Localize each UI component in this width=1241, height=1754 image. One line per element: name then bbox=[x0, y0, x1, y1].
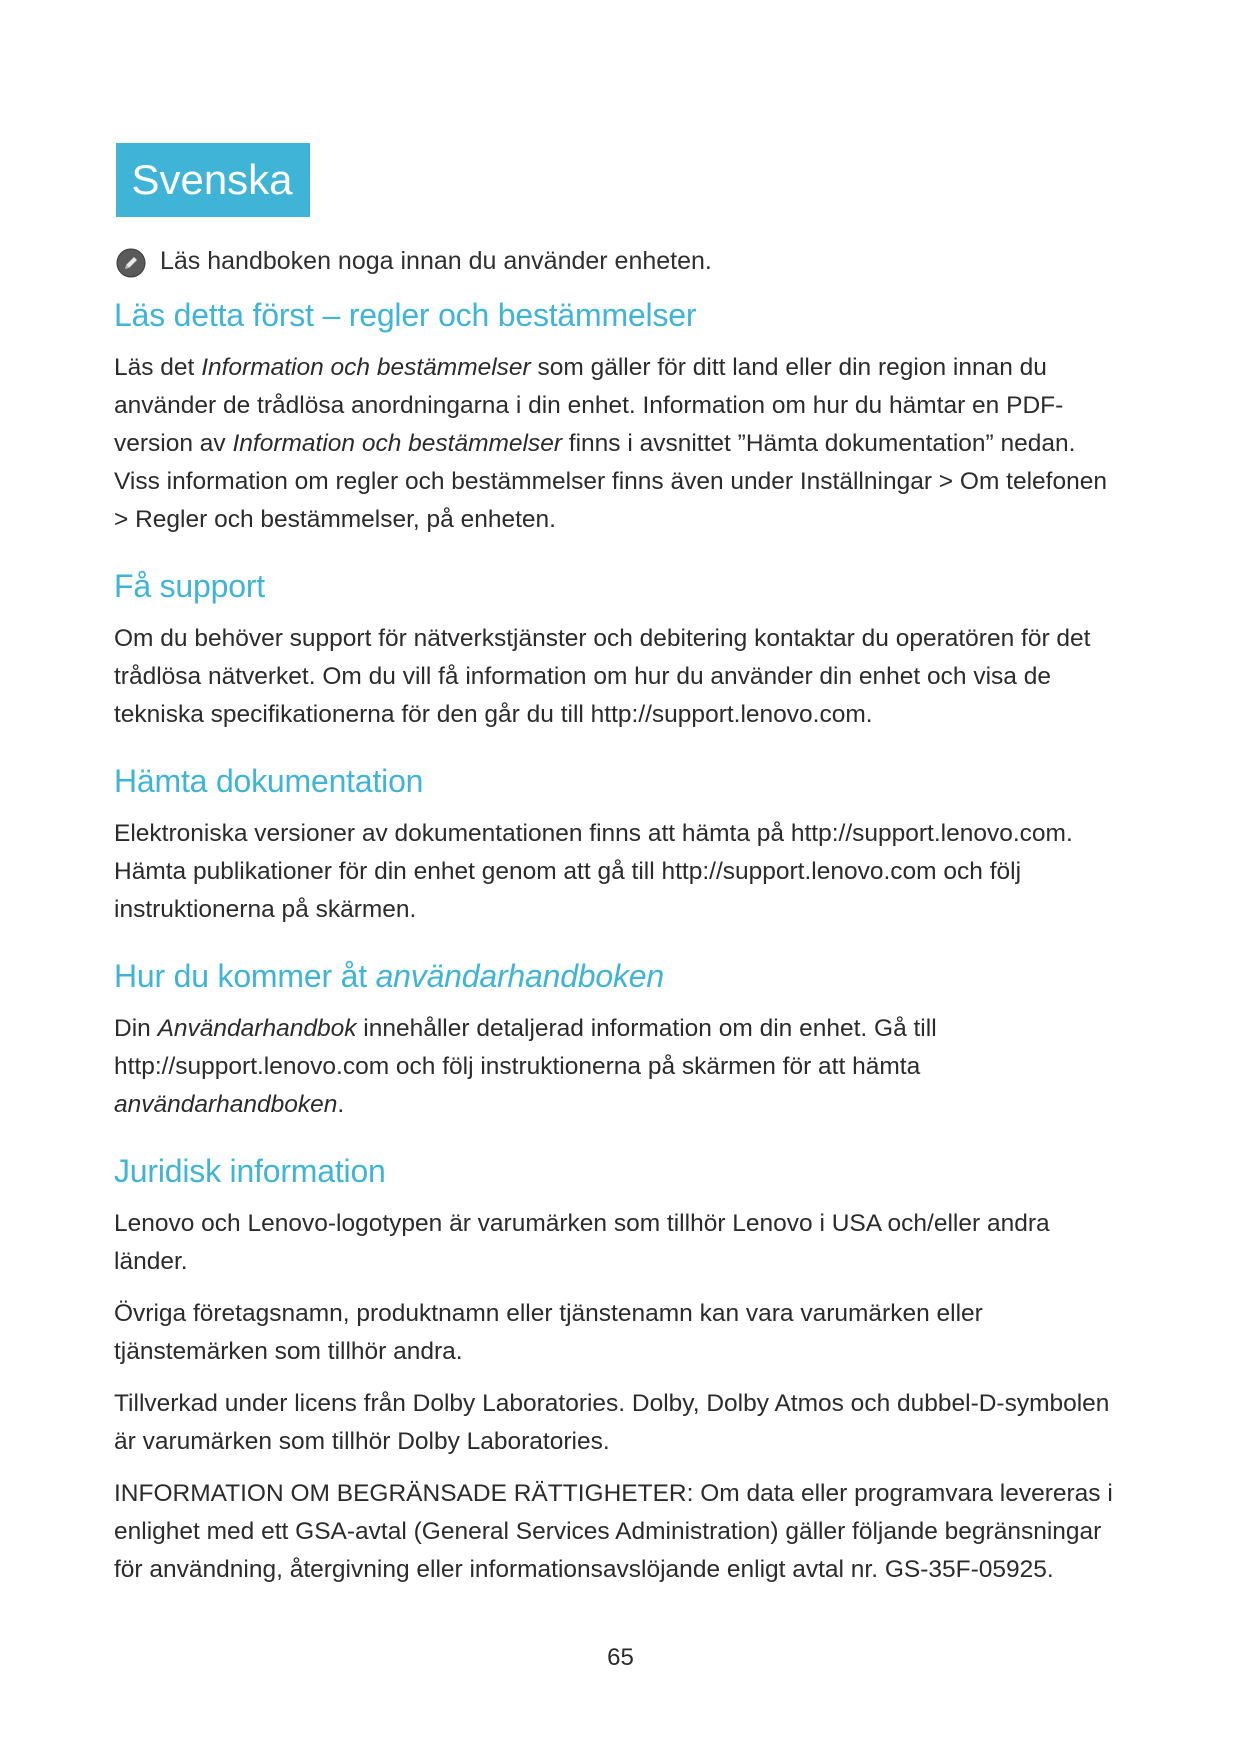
page-number: 65 bbox=[607, 1644, 634, 1671]
note-line bbox=[116, 244, 712, 278]
document-content bbox=[114, 293, 1124, 1603]
guide-text-3: . bbox=[337, 1091, 345, 1118]
guide-paragraph bbox=[114, 1010, 1124, 1124]
support-paragraph: Om du behöver support för nätverkstjänster och debitering kontaktar du operatören för det trådlösa nätverket. Om du vill få information om hur du använder din enhet och visa de tekniska specifikationerna för den går du till http://support.lenovo.com. bbox=[114, 625, 1091, 728]
legal-paragraph-4: INFORMATION OM BEGRÄNSADE RÄTTIGHETER: Om data eller programvara levereras i enlighet med ett GSA-avtal (General Services Administration) gäller följande begränsningar för användning, återgivning eller informationsavslöjande enligt avtal nr. GS-35F-05925. bbox=[114, 1480, 1113, 1583]
regulatory-doc-title: Information och bestämmelser bbox=[201, 354, 531, 381]
legal-paragraph-2: Övriga företagsnamn, produktnamn eller tjänstenamn kan vara varumärken eller tjänstemärken som tillhör andra. bbox=[114, 1300, 983, 1365]
docs-paragraph: Elektroniska versioner av dokumentationen finns att hämta på http://support.lenovo.com. Hämta publikationer för din enhet genom att gå till http://support.lenovo.com och följ instruktionerna på skärmen. bbox=[114, 820, 1073, 923]
guide-doc-title: Användarhandbok bbox=[157, 1015, 357, 1042]
heading-guide bbox=[114, 954, 1124, 998]
legal-paragraph-1: Lenovo och Lenovo-logotypen är varumärken som tillhör Lenovo i USA och/eller andra länder. bbox=[114, 1210, 1050, 1275]
guide-text-2: innehåller detaljerad information om din enhet. Gå till http://support.lenovo.com och följ instruktionerna på skärmen för att hämta bbox=[114, 1015, 937, 1080]
regulatory-text-2: som gäller för ditt land eller din region innan du använder de trådlösa anordningarna i din enhet. Information om hur du hämtar en PDF-version av bbox=[114, 354, 1064, 457]
regulatory-text-3: finns i avsnittet ”Hämta dokumentation” nedan. Viss information om regler och bestämmelser finns även under Inställningar > Om telefonen > Regler och bestämmelser, på enheten. bbox=[114, 430, 1107, 533]
heading-legal: Juridisk information bbox=[114, 1153, 386, 1189]
legal-paragraph-3: Tillverkad under licens från Dolby Laboratories. Dolby, Dolby Atmos och dubbel-D-symbolen är varumärken som tillhör Dolby Laboratories. bbox=[114, 1390, 1110, 1455]
pencil-note-icon bbox=[116, 248, 146, 278]
heading-support: Få support bbox=[114, 568, 265, 604]
regulatory-paragraph bbox=[114, 349, 1124, 539]
heading-guide-em: användarhandboken bbox=[375, 958, 664, 994]
regulatory-text-1: Läs det bbox=[114, 354, 202, 381]
heading-guide-text: Hur du kommer åt bbox=[114, 958, 376, 994]
heading-regulatory: Läs detta först – regler och bestämmelser bbox=[114, 297, 697, 333]
language-badge: Svenska bbox=[116, 143, 310, 217]
guide-doc-title-2: användarhandboken bbox=[114, 1091, 338, 1118]
regulatory-doc-title-2: Information och bestämmelser bbox=[232, 430, 562, 457]
guide-text-1: Din bbox=[114, 1015, 158, 1042]
heading-docs: Hämta dokumentation bbox=[114, 763, 424, 799]
note-text: Läs handboken noga innan du använder enheten. bbox=[160, 246, 712, 275]
